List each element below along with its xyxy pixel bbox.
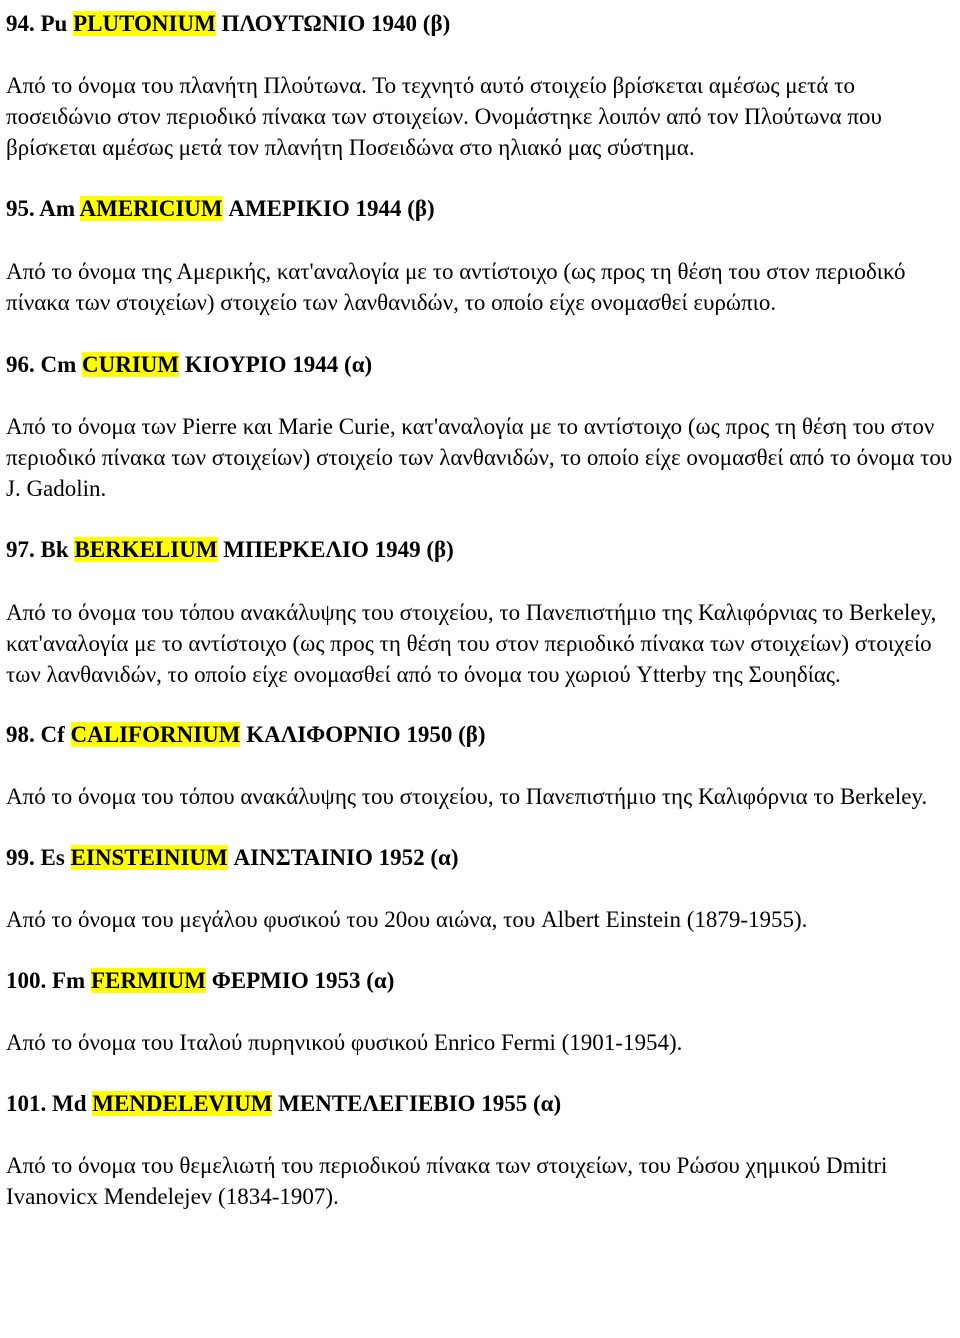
entry-description: Από το όνομα του τόπου ανακάλυψης του στοιχείου, το Πανεπιστήμιο της Καλιφόρνιας το Berkeley, κατ'αναλογία με το αντίστοιχο (ως προς τη θέση του στον περιοδικό πίνακα των στοιχείων) στοιχείο των λανθανιδών, το οποίο είχε ονομασθεί από το όνομα του χωριού Ytterby της Σουηδίας. (6, 600, 937, 687)
element-entry-98 (6, 719, 956, 812)
entry-number: 100. (6, 968, 47, 993)
entry-description: Από το όνομα των Pierre και Marie Curie, κατ'αναλογία με το αντίστοιχο (ως προς τη θέση του στον περιοδικό πίνακα των στοιχείων) στοιχείο των λανθανιδών, το οποίο είχε ονομασθεί από το όνομα του J. Gadolin. (6, 414, 953, 501)
element-name-gr: ΑΙΝΣΤΑΙΝΙΟ (233, 845, 373, 870)
entry-number: 101. (6, 1091, 47, 1116)
element-name-en-highlighted: EINSTEINIUM (70, 845, 228, 870)
element-symbol: Md (52, 1091, 87, 1116)
element-name-gr: ΠΛΟΥΤΩΝΙΟ (221, 11, 366, 36)
element-name-en-highlighted: FERMIUM (90, 968, 206, 993)
discovery-year: 1955 (481, 1091, 528, 1116)
element-name-gr: ΜΠΕΡΚΕΛΙΟ (223, 537, 369, 562)
element-group: (α) (344, 352, 373, 377)
discovery-year: 1949 (374, 537, 421, 562)
element-group: (β) (422, 11, 451, 36)
element-symbol: Bk (40, 537, 69, 562)
element-group: (β) (426, 537, 454, 562)
entry-description: Από το όνομα του τόπου ανακάλυψης του στοιχείου, το Πανεπιστήμιο της Καλιφόρνια το Berkeley. (6, 784, 928, 809)
element-group: (β) (407, 196, 435, 221)
element-name-gr: ΜΕΝΤΕΛΕΓΙΕΒΙΟ (278, 1091, 476, 1116)
element-entry-96 (6, 349, 956, 504)
entry-description: Από το όνομα του Ιταλού πυρηνικού φυσικού Enrico Fermi (1901-1954). (6, 1030, 683, 1055)
discovery-year: 1944 (292, 352, 339, 377)
element-name-gr: ΦΕΡΜΙΟ (211, 968, 309, 993)
entry-heading (6, 349, 956, 380)
element-group: (α) (430, 845, 459, 870)
element-symbol: Cm (40, 352, 77, 377)
element-name-en-highlighted: PLUTONIUM (73, 11, 216, 36)
entry-description: Από το όνομα του μεγάλου φυσικού του 20ου αιώνα, του Albert Einstein (1879-1955). (6, 907, 808, 932)
element-entry-101 (6, 1088, 956, 1212)
entry-heading (6, 719, 956, 750)
entry-heading (6, 8, 956, 39)
element-group: (α) (366, 968, 395, 993)
element-symbol: Am (39, 196, 76, 221)
document-page (0, 8, 960, 1338)
entry-number: 94. (6, 11, 35, 36)
entry-heading (6, 534, 956, 565)
element-name-en-highlighted: CURIUM (82, 352, 180, 377)
element-entry-100 (6, 965, 956, 1058)
entry-heading (6, 965, 956, 996)
element-name-en-highlighted: MENDELEVIUM (92, 1091, 273, 1116)
element-entry-97 (6, 534, 956, 690)
element-symbol: Es (40, 845, 65, 870)
entry-number: 96. (6, 352, 35, 377)
element-symbol: Cf (40, 722, 65, 747)
element-symbol: Pu (40, 11, 68, 36)
element-name-en-highlighted: AMERICIUM (79, 196, 223, 221)
discovery-year: 1944 (355, 196, 402, 221)
entry-description: Από το όνομα του πλανήτη Πλούτωνα. Το τεχνητό αυτό στοιχείο βρίσκεται αμέσως μετά το ποσειδώνιο στον περιοδικό πίνακα των στοιχείων. Ονομάστηκε λοιπόν από τον Πλούτωνα που βρίσκεται αμέσως μετά τον πλανήτη Ποσειδώνα στο ηλιακό μας σύστημα. (6, 73, 882, 160)
discovery-year: 1952 (378, 845, 425, 870)
discovery-year: 1940 (371, 11, 418, 36)
entry-number: 97. (6, 537, 35, 562)
entry-heading (6, 1088, 956, 1119)
element-group: (β) (458, 722, 486, 747)
element-entry-99 (6, 842, 956, 935)
entry-heading (6, 193, 956, 224)
entry-description: Από το όνομα της Αμερικής, κατ'αναλογία με το αντίστοιχο (ως προς τη θέση του στον περιοδικό πίνακα των στοιχείων) στοιχείο των λανθανιδών, το οποίο είχε ονομασθεί ευρώπιο. (6, 259, 906, 315)
element-name-en-highlighted: CALIFORNIUM (70, 722, 241, 747)
element-entry-95 (6, 193, 956, 318)
element-symbol: Fm (52, 968, 86, 993)
element-group: (α) (532, 1091, 562, 1116)
entry-number: 99. (6, 845, 35, 870)
entry-heading (6, 842, 956, 873)
element-name-gr: ΚΑΛΙΦΟΡΝΙΟ (246, 722, 401, 747)
discovery-year: 1953 (314, 968, 361, 993)
entry-number: 98. (6, 722, 35, 747)
entry-description: Από το όνομα του θεμελιωτή του περιοδικού πίνακα των στοιχείων, του Ρώσου χημικού Dmitri Ivanovicx Mendelejev (1834-1907). (6, 1153, 888, 1209)
discovery-year: 1950 (406, 722, 453, 747)
element-name-gr: ΚΙΟΥΡΙΟ (184, 352, 287, 377)
element-name-gr: ΑΜΕΡΙΚΙΟ (228, 196, 350, 221)
element-entry-94 (6, 8, 956, 163)
element-name-en-highlighted: BERKELIUM (74, 537, 218, 562)
entry-number: 95. (6, 196, 35, 221)
